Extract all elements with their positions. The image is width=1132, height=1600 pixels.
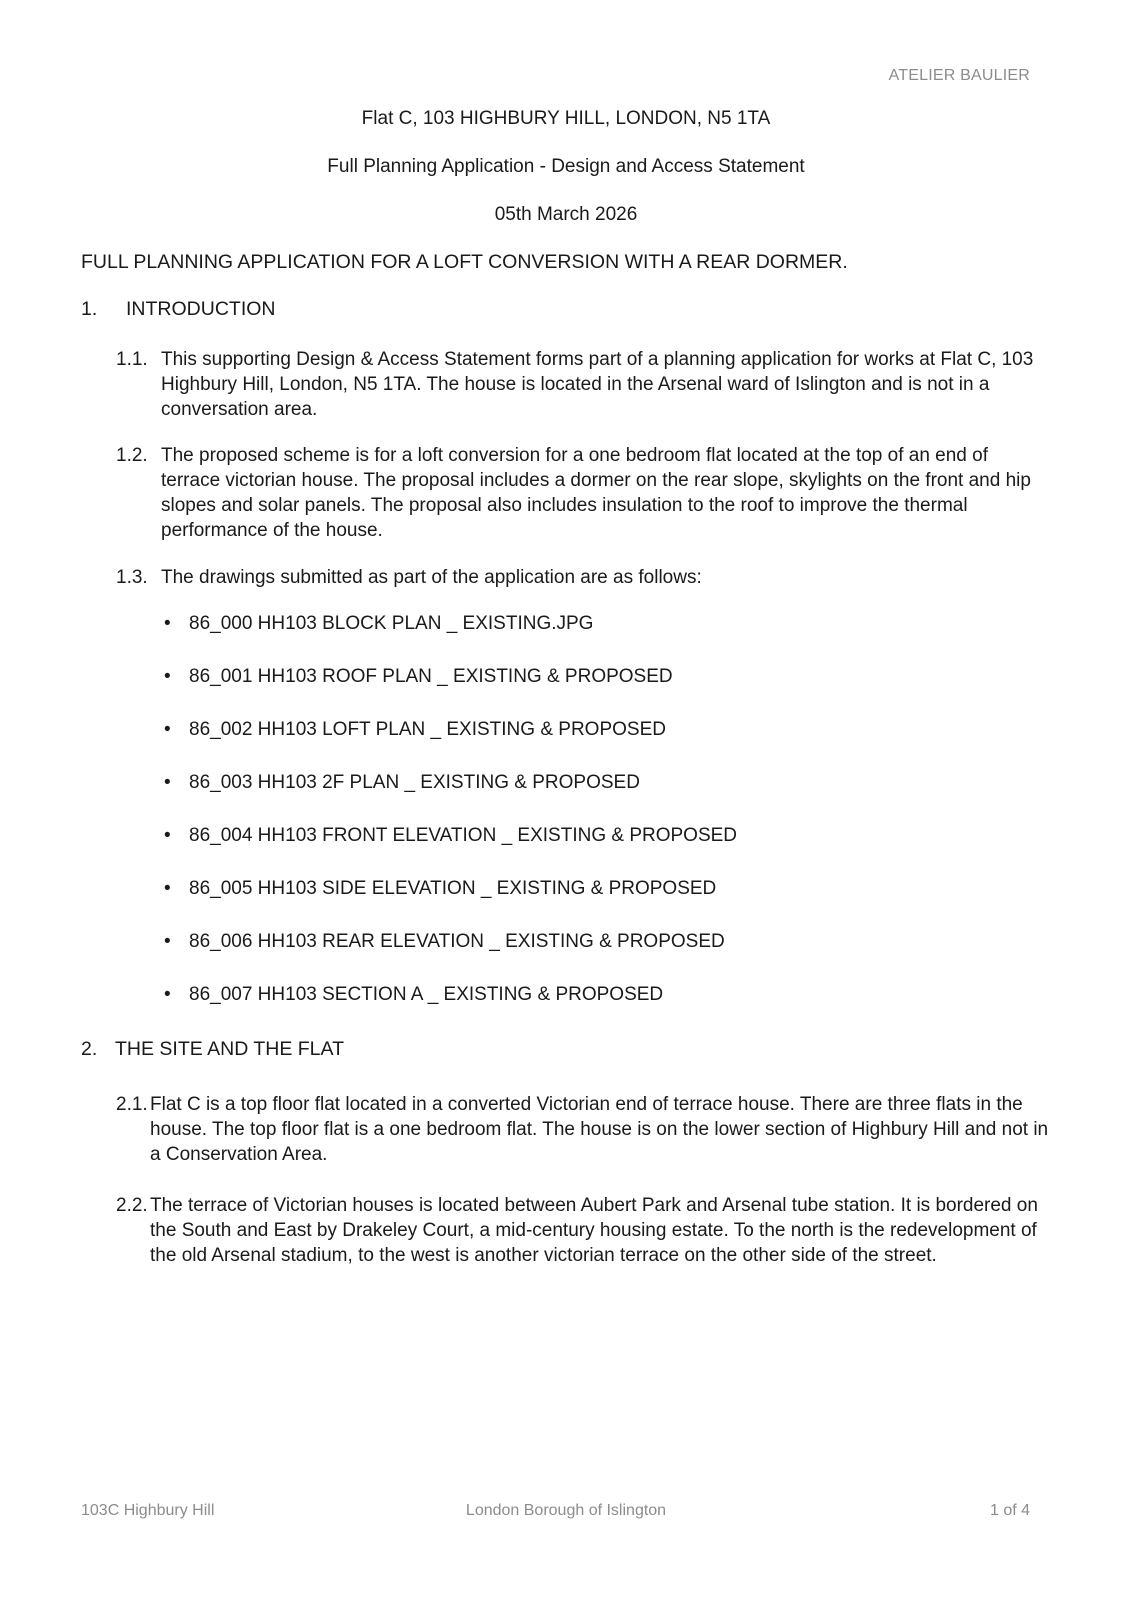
- section-number: 1.: [81, 298, 98, 320]
- drawing-title: 86_007 HH103 SECTION A _ EXISTING & PROPOSED: [189, 984, 664, 1005]
- document-headline: FULL PLANNING APPLICATION FOR A LOFT CONVERSION WITH A REAR DORMER.: [81, 251, 848, 273]
- paragraph-number: 1.2.: [116, 445, 148, 466]
- section-heading-introduction: [81, 298, 481, 324]
- list-item: [164, 772, 640, 794]
- drawing-title: 86_002 HH103 LOFT PLAN _ EXISTING & PROPOSED: [189, 719, 666, 740]
- bullet: •: [164, 719, 171, 740]
- drawing-title: 86_005 HH103 SIDE ELEVATION _ EXISTING & PROPOSED: [189, 878, 717, 899]
- paragraph-text: The proposed scheme is for a loft conversion for a one bedroom flat located at the top of an end of terrace victorian house. The proposal includes a dormer on the rear slope, skylights on the front and hip slopes and solar panels. The proposal also includes insulation to the roof to improve the thermal performance of the house.: [161, 445, 1031, 541]
- footer-borough: London Borough of Islington: [465, 1502, 667, 1519]
- paragraph-text: This supporting Design & Access Statement forms part of a planning application for works at Flat C, 103 Highbury Hill, London, N5 1TA. The house is located in the Arsenal ward of Islington and is not in a conversation area.: [161, 349, 1034, 420]
- list-item: [164, 825, 738, 847]
- section-title: THE SITE AND THE FLAT: [115, 1038, 344, 1060]
- footer-address: 103C Highbury Hill: [81, 1502, 215, 1519]
- paragraph-text: The terrace of Victorian houses is located between Aubert Park and Arsenal tube station. It is bordered on the South and East by Drakeley Court, a mid-century housing estate. To the north is the redevelopment of the old Arsenal stadium, to the west is another victorian terrace on the other side of the street.: [150, 1195, 1038, 1266]
- bullet: •: [164, 666, 171, 687]
- drawing-title: 86_003 HH103 2F PLAN _ EXISTING & PROPOSED: [189, 772, 640, 793]
- bullet: •: [164, 931, 171, 952]
- drawing-title: 86_001 HH103 ROOF PLAN _ EXISTING & PROPOSED: [189, 666, 673, 687]
- paragraph-2-1: [116, 1092, 1050, 1167]
- paragraph-text: Flat C is a top floor flat located in a converted Victorian end of terrace house. There are three flats in the house. The top floor flat is a one bedroom flat. The house is on the lower section of Highbury Hill and not in a Conservation Area.: [150, 1094, 1049, 1165]
- page-number: 1 of 4: [989, 1502, 1030, 1519]
- section-number: 2.: [81, 1038, 98, 1060]
- bullet: •: [164, 613, 171, 634]
- paragraph-2-2: [116, 1193, 1050, 1268]
- paragraph-1-1: [116, 347, 1041, 422]
- drawing-title: 86_000 HH103 BLOCK PLAN _ EXISTING.JPG: [189, 613, 594, 634]
- list-item: [164, 613, 594, 635]
- paragraph-1-3: [116, 565, 1041, 590]
- drawing-title: 86_004 HH103 FRONT ELEVATION _ EXISTING & PROPOSED: [189, 825, 738, 846]
- section-heading-site: [81, 1038, 581, 1064]
- document-date: 05th March 2026: [494, 204, 638, 225]
- document-address: Flat C, 103 HIGHBURY HILL, LONDON, N5 1TA: [361, 108, 771, 129]
- list-item: [164, 984, 664, 1006]
- list-item: [164, 666, 673, 688]
- list-item: [164, 878, 717, 900]
- paragraph-number: 2.2.: [116, 1195, 148, 1216]
- document-subtitle: Full Planning Application - Design and Access Statement: [327, 156, 805, 177]
- paragraph-text: The drawings submitted as part of the application are as follows:: [161, 567, 702, 588]
- bullet: •: [164, 984, 171, 1005]
- drawing-title: 86_006 HH103 REAR ELEVATION _ EXISTING & PROPOSED: [189, 931, 725, 952]
- bullet: •: [164, 772, 171, 793]
- paragraph-number: 2.1.: [116, 1094, 148, 1115]
- bullet: •: [164, 878, 171, 899]
- brand-name: ATELIER BAULIER: [888, 67, 1030, 84]
- bullet: •: [164, 825, 171, 846]
- paragraph-1-2: [116, 443, 1041, 543]
- paragraph-number: 1.1.: [116, 349, 148, 370]
- list-item: [164, 931, 725, 953]
- section-title: INTRODUCTION: [126, 298, 276, 320]
- paragraph-number: 1.3.: [116, 567, 148, 588]
- list-item: [164, 719, 666, 741]
